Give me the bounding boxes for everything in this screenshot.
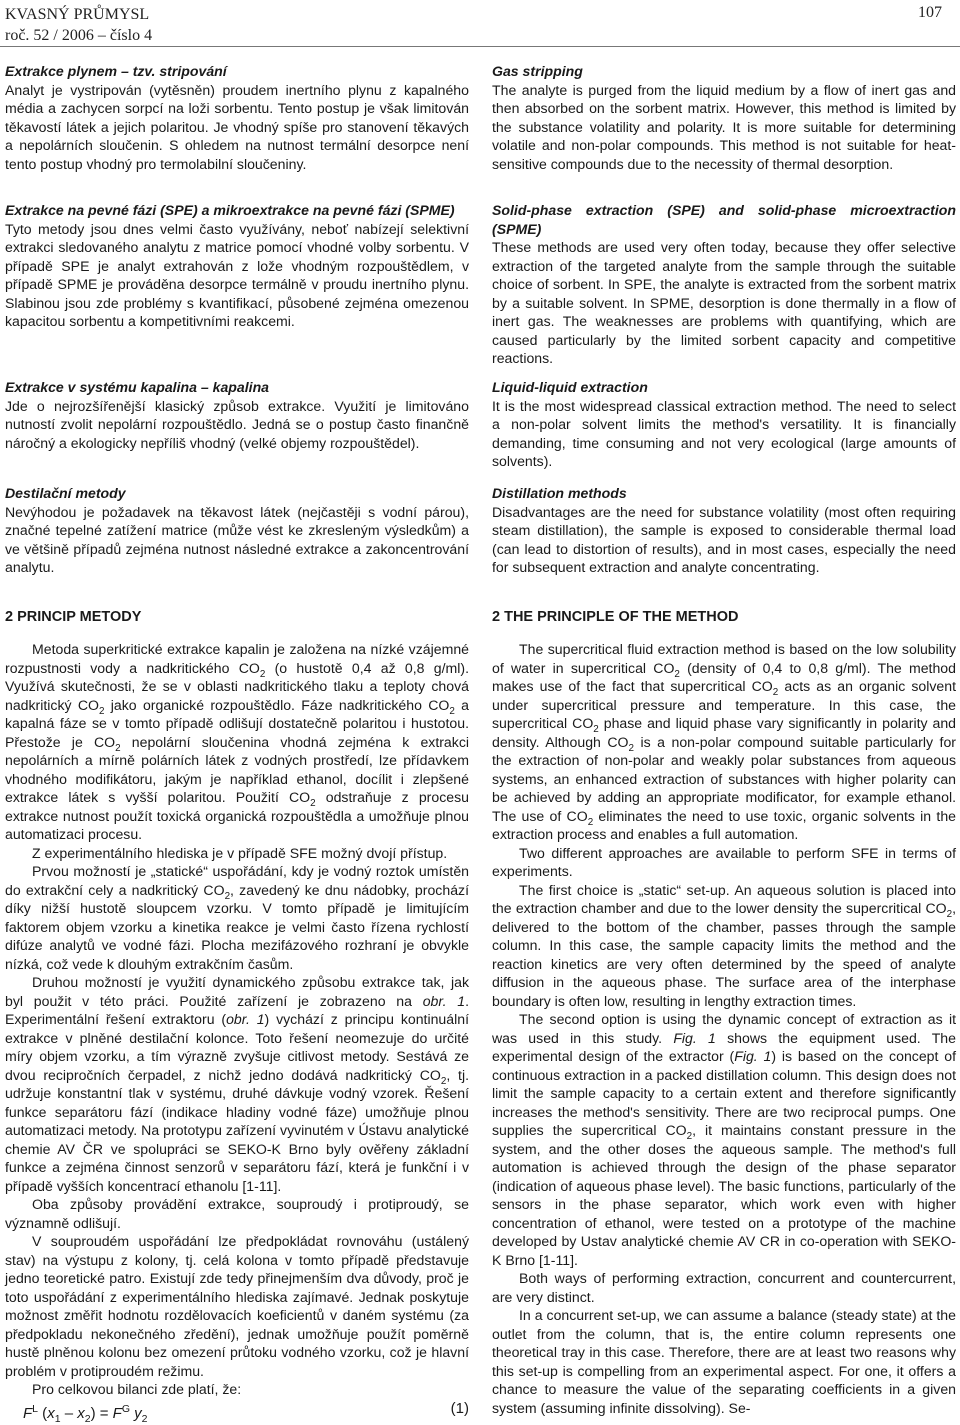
en-principle-p2: Two different approaches are available to perform SFE in terms of experiments. [492,844,956,879]
cz-principle-p3: Prvou možností je „statické“ uspořádání, kdy je vodný roztok umístěn do extrakční cely a nadkritický $CO_2$, zavedený ke dnu nádobky, prochází díky nižší hustotě sloupcem vzorku. V tomto případě je limitujícím faktorem objem vzorku a kinetika reakce je velmi často řízena rychlostí difúze analytů ve vodné fázi. Plocha mezifázového rozhraní je obvykle nízká, což vede k dlouhým extrakčním časům. [5,863,469,972]
cz-spe-text: Tyto metody jsou dnes velmi často využívány, neboť nabízejí selektivní extrakci sledovaného analytu z matrice pomocí vhodné volby sorbentu. V případě SPE je analyt extrahován z lože vhodným rozpouštědlem, v případě SPME je prováděna desorpce termálně v proudu inertního plynu. Slabinou jsou zde problémy s kvantifikací, působené zejména omezenou kapacitou sorbentu a kompetitivními reakcemi. [5,220,469,329]
en-distillation [492,484,956,577]
cz-principle-p2: Z experimentálního hlediska je v případě SFE možný dvojí přístup. [32,844,448,861]
en-principle-p5: Both ways of performing extraction, concurrent and countercurrent, are very distinct. [492,1270,956,1305]
cz-principle-p1: Metoda superkritické extrakce kapalin je založena na nízké vzájemné rozpustnosti vody a nadkritického $CO_2$ (o hustotě 0,4 až 0,8 g/ml). Využívá skutečnosti, že se v oblasti nadkritického tlaku a teploty chová nadkritický $CO_2$ jako organické rozpouštědlo. Fáze nadkritického $CO_2$ a kapalná fáze se v tomto případě odlišují dostatečně polaritou i hustotou. Přestože je $CO_2$ nepolární sloučenina vhodná zejména k extrakci nepolárních a mírně polárních látek z vodných prostředí, lze přídavkem vhodného modifikátoru, jakým je například ethanol, docílit i zlepšené extrakce látek s vyšší polaritou. Použití $CO_2$ odstraňuje z procesu extrakce nutnost použít toxická organická rozpouštědla a umožňuje plnou automatizaci procesu. [5,641,469,842]
journal-issue: roč. 52 / 2006 – číslo 4 [5,27,153,44]
en-principle-p6: In a concurrent set-up, we can assume a balance (steady state) at the outlet from the column, that is, the entire column represents one theoretical tray in this case. Therefore, there are at least two reasons why this set-up is compelling from an experimental aspect. For one, it offers a chance to measure the value of the separating coefficients in a given system (assuming infinite dissolving). Se- [492,1307,956,1416]
cz-ll-text: Jde o nejrozšířenější klasický způsob extrakce. Využití je limitováno nutností zvolit nepolární rozpouštědlo. Jedná se o postup často finančně náročný a ekologicky nepříliš vhodný (velké objemy rozpouštědel). [5,397,469,451]
equation-1: $F^L$ $(x_1 - x_2) = F^G$ $y_2$ (1) [23,1400,469,1425]
en-spe-text: These methods are used very often today, because they offer selective extraction of the targeted analyte from the sample through the suitable choice of sorbent. In SPE, the analyte is extracted from the sorbent matrix by a suitable solvent. In SPME, desorption is done thermally in a flow of inert gas. The weaknesses are problems with quantifying, which are caused particularly by the limited sorbent capacity and competitive reactions. [492,239,956,366]
cz-dist-heading: Destilační metody [5,485,126,501]
cz-distillation [5,484,469,577]
en-principle-p3: The first choice is „static“ set-up. An aqueous solution is placed into the extraction chamber and due to the lower density the supercritical $CO_2$, delivered to the bottom of the chamber, passes through the sample column. In this case, the sample capacity limits the method and the reaction kinetics are very often determined by the speed of analyte diffusion in the aqueous phase. The surface area of the interphase boundary is often low, resulting in lengthy extraction times. [492,881,956,1009]
en-principle-p1: The supercritical fluid extraction method is based on the low solubility of water in supercritical $CO_2$ (density of 0,4 to 0,8 g/ml). The method makes use of the fact that supercritical $CO_2$ acts as an organic solvent under supercritical pressure and temperature. In this case, the supercritical $CO_2$ phase and liquid phase vary significantly in polarity and density. Although $CO_2$ is a non-polar compound suitable particularly for the extraction of non-polar and weakly polar substances from aqueous systems, an enhanced extraction of substances with higher polarity can be achieved by adding an appropriate modificator, for example ethanol. The use of $CO_2$ eliminates the need to use toxic, organic solvents in the extraction process and enables a full automation. [492,641,957,842]
cz-principle-p7: Pro celkovou bilanci zde platí, že: [32,1381,242,1397]
cz-gas-stripping [5,62,469,173]
en-section-title: 2 THE PRINCIPLE OF THE METHOD [492,609,739,625]
en-liquid-liquid [492,378,956,471]
cz-dist-text: Nevýhodou je požadavek na těkavost látek (nejčastěji s vodní párou), značné tepelné zatížení matrice (může vést ke zkresleným výsledkům) a ve většině případů zejména nutnost následné extrakce a zakoncentrování analytu. [5,503,469,575]
cz-section-title: 2 PRINCIP METODY [5,609,142,625]
cz-principle-p6: V souproudém uspořádání lze předpokládat rovnováhu (ustálený stav) na výstupu z kolony, tj. celá kolona v tomto případě představuje jedno teoretické patro. Existují zde tedy přinejmenším dva důvody, proč je toto uspořádání z experimentálního hlediska zajímavé. Jednak poskytuje možnost změřit hodnotu rozdělovacích koeficientů v daném systému (za předpokladu nekonečného zředění), jednak umožňuje použít poměrně hustě plněnou kolonu bez omezení průtoku vodného vzorku, což je hlavní problém v protiproudém režimu. [5,1233,469,1379]
en-ll-text: It is the most widespread classical extraction method. The need to select a non-polar solvent limits the method's versatility. It is financially demanding, time consuming and not very ecological (large amounts of solvents). [492,397,956,469]
en-dist-text: Disadvantages are the need for substance volatility (most often requiring steam distillation), the sample is exposed to considerable thermal load (can lead to distortion of results), and in most cases, especially the need for subsequent extraction and analyte concentrating. [492,503,956,575]
cz-principle [5,640,469,1399]
en-spe [492,201,956,368]
en-gas-text: The analyte is purged from the liquid medium by a flow of inert gas and then absorbed on the sorbent matrix. However, this method is limited by the substance volatility and polarity. It is more suitable for determining volatile and non-polar compounds. This method is not suitable for heat-sensitive compounds due to the necessity of thermal desorption. [492,81,956,172]
running-header [5,4,152,46]
cz-liquid-liquid [5,378,469,452]
cz-spe [5,201,469,331]
cz-gas-heading: Extrakce plynem – tzv. stripování [5,63,227,79]
en-dist-heading: Distillation methods [492,485,627,501]
en-gas-stripping [492,62,956,173]
en-principle-p4: The second option is using the dynamic concept of extraction as it was used in this study. Fig. 1 shows the equipment used. The experimental design of the extractor (Fig. 1) is based on the concept of continuous extraction in a packed distillation column. This design does not limit the sample capacity to a certain extent and therefore significantly increases the method's sensitivity. There are two reciprocal pumps. One supplies the supercritical $CO_2$, it maintains constant pressure in the system, and the other doses the aqueous sample. The method's full automation is achieved through the design of the phase separator (indication of aqueous phase level). The basic functions, particularly of the sensors in the phase separator, which work even with higher concentration of ethanol, were tested on a prototype of the machine developed by Ustav analytické chemie AV CR in co-operation with SEKO-K Brno [1-11]. [492,1011,957,1268]
en-spe-heading: Solid-phase extraction (SPE) and solid-phase microextraction (SPME) [492,202,956,237]
journal-name: KVASNÝ PRŮMYSL [5,6,150,23]
cz-principle-p5: Oba způsoby provádění extrakce, souproudý i protiproudý, se významně odlišují. [5,1196,469,1231]
header-rule [0,46,960,47]
cz-principle-p4: Druhou možností je využití dynamického způsobu extrakce tak, jak byl použit v této práci. Použité zařízení je zobrazeno na obr. 1. Experimentální řešení extraktoru (obr. 1) vychází z principu kontinuální extrakce v plněné destilační kolonce. Toto řešení neomezuje do určité míry objem vzorku, a tím výrazně zvyšuje citlivost metody. Sestává ze dvou recipročních čerpadel, z nichž jedno dodává nadkritický $CO_2$, tj. udržuje konstantní tlak v systému, druhé dávkuje vodný vzorek. Řešení funkce separátoru fází (indikace hladiny vodné fáze) umožňuje plnou automatizaci metody. Na prototypu zařízení vyvinutém v Ústavu analytické chemie AV ČR ve spolupráci se SEKO-K Brno byly ověřeny základní funkce a zejména činnost senzorů v separátoru fází, která je funkční i v případě vyšších koncentrací ethanolu [1-11]. [5,974,469,1194]
page-number: 107 [918,4,942,21]
en-principle [492,640,956,1417]
equation-number: (1) [450,1400,469,1417]
cz-ll-heading: Extrakce v systému kapalina – kapalina [5,379,270,395]
en-ll-heading: Liquid-liquid extraction [492,379,648,395]
cz-gas-text: Analyt je vystripován (vytěsněn) proudem inertního plynu z kapalného média a zachycen sorpcí na loži sorbentu. Tento postup je však limitován těkavostí látek a jejich polaritou. Je vhodný spíše pro stanovení těkavých a nepolárních sloučenin. S ohledem na nutnost termální desorpce není tento postup vhodný pro termolabilní sloučeniny. [5,81,469,172]
en-gas-heading: Gas stripping [492,63,583,79]
cz-spe-heading: Extrakce na pevné fázi (SPE) a mikroextrakce na pevné fázi (SPME) [5,202,455,218]
